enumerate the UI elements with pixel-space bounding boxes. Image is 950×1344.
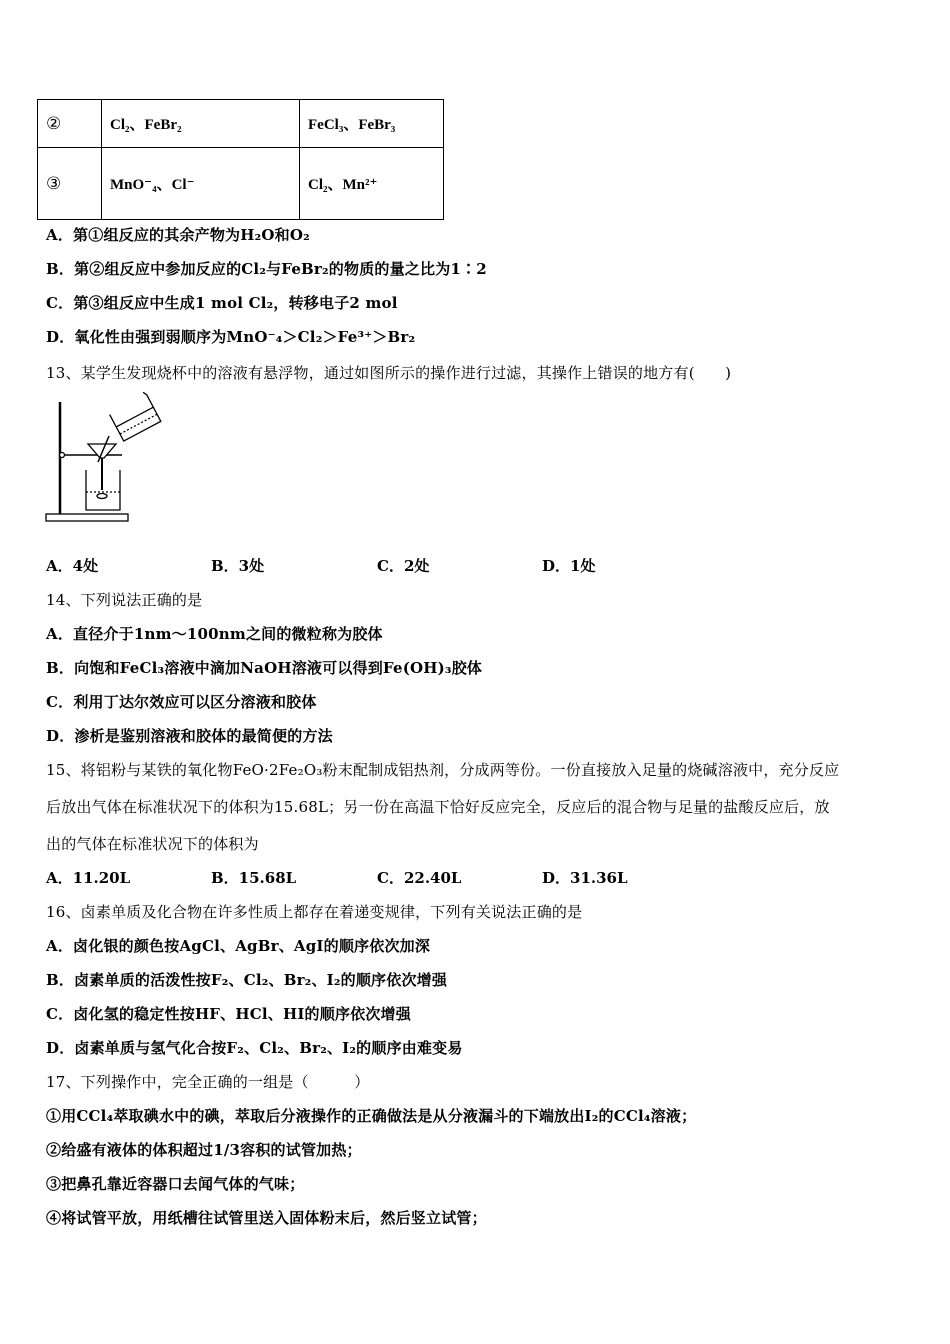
filtration-apparatus-figure (42, 392, 162, 526)
q16-option-b: B．卤素单质的活泼性按F₂、Cl₂、Br₂、I₂的顺序依次增强 (46, 971, 448, 989)
row-number: ③ (38, 148, 102, 220)
q13-option-d: D．1处 (542, 557, 596, 575)
table-row (38, 100, 444, 148)
table-row (38, 148, 444, 220)
q12-option-a: A．第①组反应的其余产物为H₂O和O₂ (46, 226, 310, 244)
reactants-cell: MnO⁻₄、Cl⁻ (102, 148, 300, 220)
q15-option-d: D．31.36L (542, 869, 628, 887)
q17-statement-3: ③把鼻孔靠近容器口去闻气体的气味； (46, 1175, 305, 1193)
q12-option-b: B．第②组反应中参加反应的Cl₂与FeBr₂的物质的量之比为1∶2 (46, 260, 487, 278)
q15-stem-line-2: 后放出气体在标准状况下的体积为15.68L；另一份在高温下恰好反应完全，反应后的混合物与足量的盐酸反应后，放 (46, 798, 830, 816)
q15-stem-line-1: 15、将铝粉与某铁的氧化物FeO·2Fe₂O₃粉末配制成铝热剂，分成两等份。一份直接放入足量的烧碱溶液中，充分反应 (46, 761, 840, 779)
q14-option-a: A．直径介于1nm～100nm之间的微粒称为胶体 (46, 625, 383, 643)
q17-stem: 17、下列操作中，完全正确的一组是（ ） (46, 1073, 370, 1091)
products-cell: FeCl₃、FeBr₃ (300, 100, 444, 148)
q12-option-c: C．第③组反应中生成1 mol Cl₂，转移电子2 mol (46, 294, 398, 312)
q15-option-a: A．11.20L (46, 869, 131, 887)
q17-statement-1: ①用CCl₄萃取碘水中的碘，萃取后分液操作的正确做法是从分液漏斗的下端放出I₂的CCl₄溶液； (46, 1107, 697, 1125)
q15-stem-line-3: 出的气体在标准状况下的体积为 (46, 835, 259, 853)
pouring-beaker (108, 392, 161, 441)
q14-option-b: B．向饱和FeCl₃溶液中滴加NaOH溶液可以得到Fe(OH)₃胶体 (46, 659, 483, 677)
q15-option-b: B．15.68L (211, 869, 297, 887)
reaction-table (37, 99, 444, 220)
reactants-cell: Cl₂、FeBr₂ (102, 100, 300, 148)
row-number: ② (38, 100, 102, 148)
q13-stem: 13、某学生发现烧杯中的溶液有悬浮物，通过如图所示的操作进行过滤，其操作上错误的地方有( ) (46, 364, 732, 382)
products-cell: Cl₂、Mn²⁺ (300, 148, 444, 220)
q16-stem: 16、卤素单质及化合物在许多性质上都存在着递变规律，下列有关说法正确的是 (46, 903, 583, 921)
q16-option-d: D．卤素单质与氢气化合按F₂、Cl₂、Br₂、I₂的顺序由难变易 (46, 1039, 463, 1057)
q17-statement-4: ④将试管平放，用纸槽往试管里送入固体粉末后，然后竖立试管； (46, 1209, 487, 1227)
stand-base (46, 514, 128, 521)
q14-stem: 14、下列说法正确的是 (46, 591, 203, 609)
q16-option-c: C．卤化氢的稳定性按HF、HCl、HI的顺序依次增强 (46, 1005, 411, 1023)
q14-option-c: C．利用丁达尔效应可以区分溶液和胶体 (46, 693, 317, 711)
q17-statement-2: ②给盛有液体的体积超过1/3容积的试管加热； (46, 1141, 362, 1159)
q15-option-c: C．22.40L (377, 869, 462, 887)
q13-option-c: C．2处 (377, 557, 430, 575)
q13-option-a: A．4处 (46, 557, 99, 575)
q16-option-a: A．卤化银的颜色按AgCl、AgBr、AgI的顺序依次加深 (46, 937, 431, 955)
q14-option-d: D．渗析是鉴别溶液和胶体的最简便的方法 (46, 727, 333, 745)
q13-option-b: B．3处 (211, 557, 265, 575)
q12-option-d: D．氧化性由强到弱顺序为MnO⁻₄＞Cl₂＞Fe³⁺＞Br₂ (46, 328, 416, 346)
